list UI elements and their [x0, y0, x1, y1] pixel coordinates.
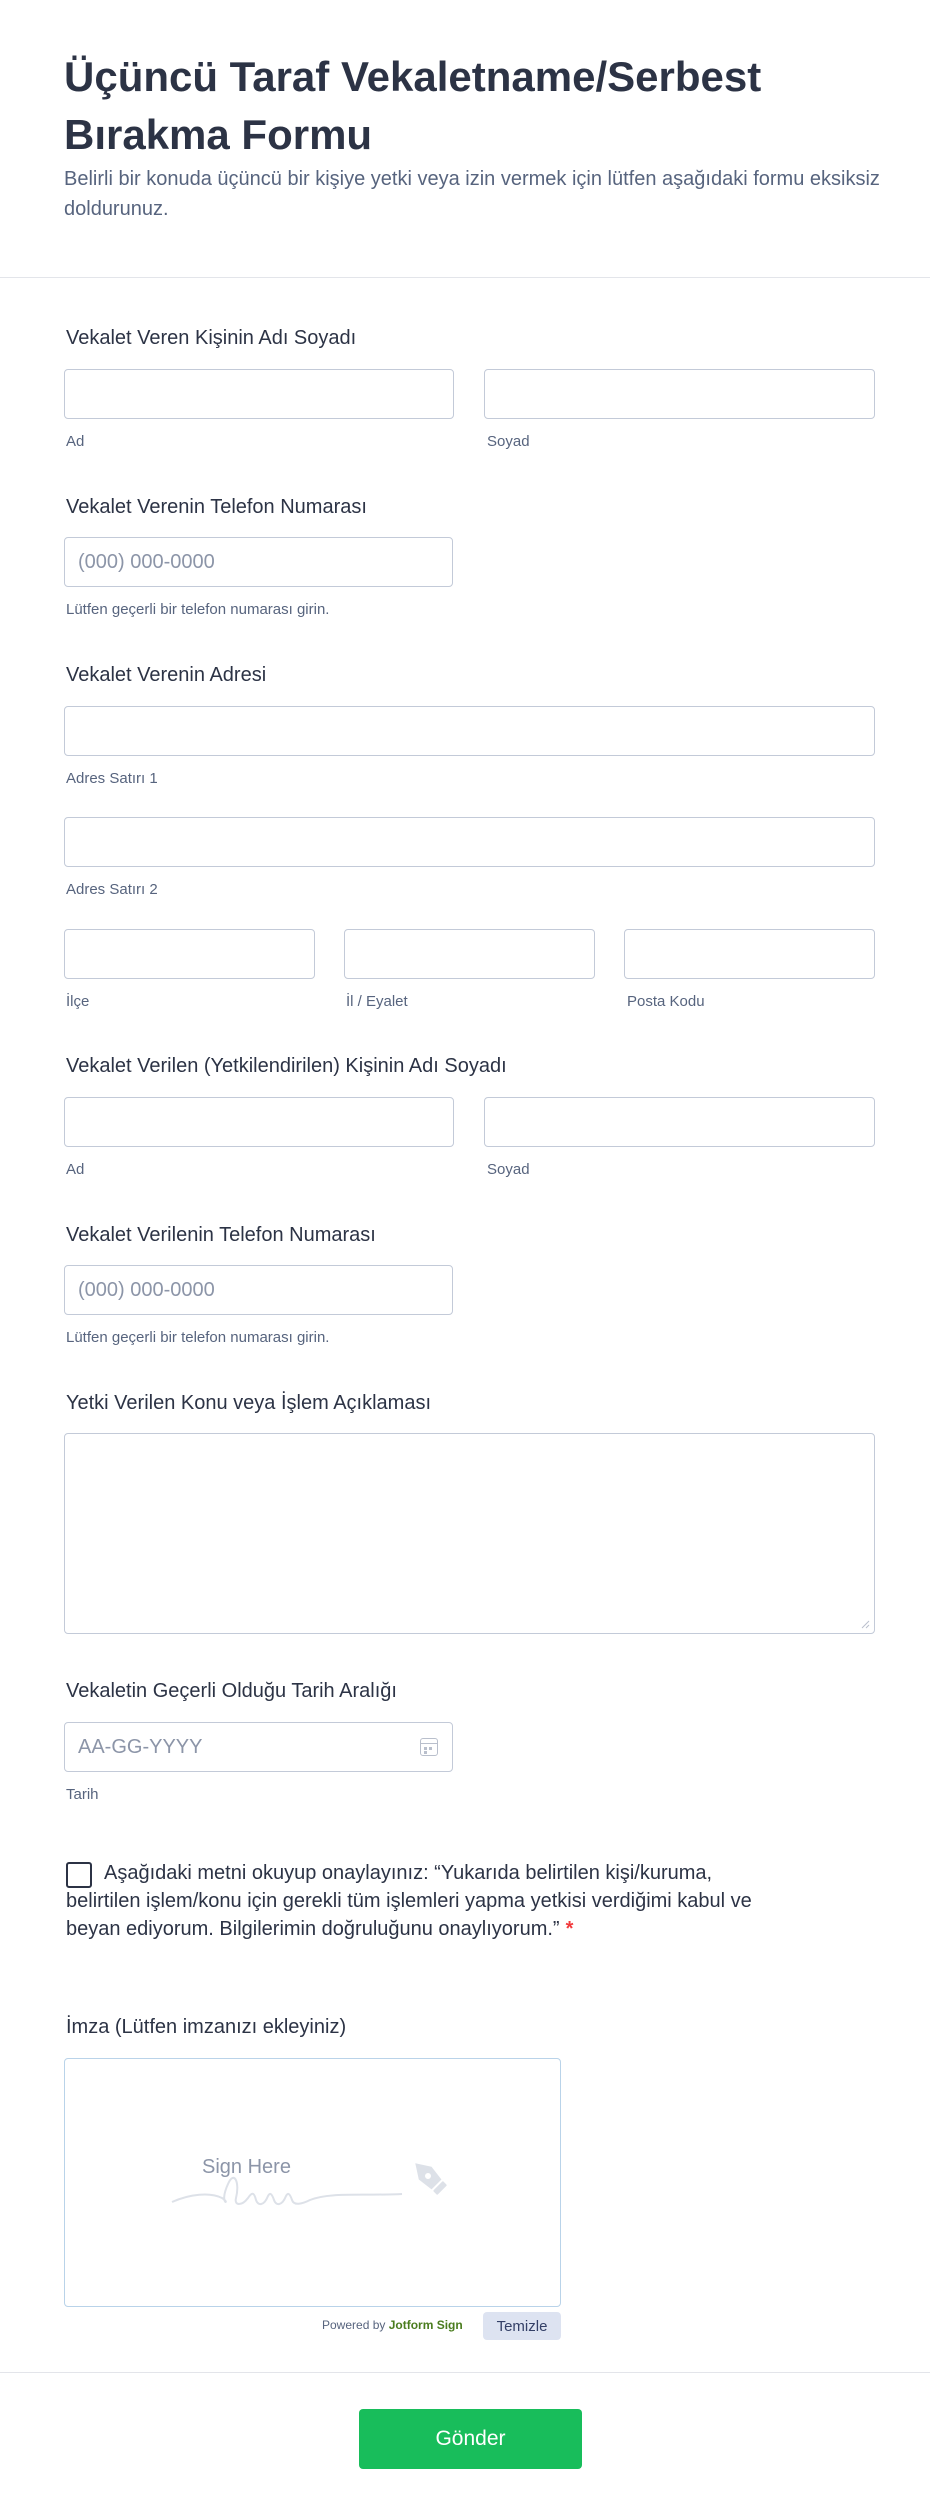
address-line1-input[interactable] [64, 706, 875, 756]
district-input[interactable] [64, 929, 315, 979]
grantee-last-name-sublabel: Soyad [487, 1161, 530, 1178]
description-label: Yetki Verilen Konu veya İşlem Açıklaması [66, 1392, 431, 1414]
grantor-last-name-input[interactable] [484, 369, 875, 419]
calendar-icon[interactable] [420, 1738, 438, 1756]
grantee-first-name-sublabel: Ad [66, 1161, 85, 1178]
district-sublabel: İlçe [66, 993, 90, 1010]
description-textarea[interactable] [64, 1433, 875, 1634]
required-mark: * [565, 1918, 574, 1940]
date-input[interactable] [64, 1722, 453, 1772]
grantee-phone-input[interactable] [64, 1265, 453, 1315]
grantee-name-label: Vekalet Verilen (Yetkilendirilen) Kişinin Adı Soyadı [66, 1055, 507, 1077]
grantor-phone-input[interactable] [64, 537, 453, 587]
postal-code-sublabel: Posta Kodu [627, 993, 705, 1010]
grantor-first-name-sublabel: Ad [66, 433, 85, 450]
clear-signature-button[interactable]: Temizle [483, 2312, 561, 2340]
powered-by-text [322, 2318, 463, 2332]
jotform-sign-link[interactable]: Jotform Sign [388, 2318, 463, 2332]
address-line1-sublabel: Adres Satırı 1 [66, 770, 158, 787]
date-range-label: Vekaletin Geçerli Olduğu Tarih Aralığı [66, 1680, 397, 1702]
grantee-first-name-input[interactable] [64, 1097, 454, 1147]
grantor-address-label: Vekalet Verenin Adresi [66, 664, 267, 686]
form-header [0, 0, 930, 278]
date-sublabel: Tarih [66, 1786, 99, 1803]
resize-handle-icon[interactable] [860, 1619, 870, 1629]
grantor-phone-hint: Lütfen geçerli bir telefon numarası girin. [66, 601, 330, 618]
signature-placeholder: Sign Here [202, 2156, 291, 2178]
address-line2-sublabel: Adres Satırı 2 [66, 881, 158, 898]
powered-by-label: Powered by [322, 2318, 386, 2332]
signature-label: İmza (Lütfen imzanızı ekleyiniz) [66, 2016, 347, 2038]
grantor-first-name-input[interactable] [64, 369, 454, 419]
province-input[interactable] [344, 929, 595, 979]
form-subtitle: Belirli bir konuda üçüncü bir kişiye yetki veya izin vermek için lütfen aşağıdaki formu eksiksiz doldurunuz. [64, 168, 880, 220]
address-line2-input[interactable] [64, 817, 875, 867]
grantee-last-name-input[interactable] [484, 1097, 875, 1147]
grantor-name-label: Vekalet Veren Kişinin Adı Soyadı [66, 327, 357, 349]
consent-statement: Aşağıdaki metni okuyup onaylayınız: “Yukarıda belirtilen kişi/kuruma, belirtilen işlem/konu için gerekli tüm işlemleri yapma yetkisi verdiğimi kabul ve beyan ediyorum. Bilgilerimin doğruluğunu onaylıyorum.” [66, 1862, 752, 1940]
postal-code-input[interactable] [624, 929, 875, 979]
grantor-phone-label: Vekalet Verenin Telefon Numarası [66, 496, 367, 518]
footer-divider [0, 2372, 930, 2373]
grantor-last-name-sublabel: Soyad [487, 433, 530, 450]
consent-text [66, 1859, 776, 1943]
province-sublabel: İl / Eyalet [346, 993, 408, 1010]
submit-button[interactable]: Gönder [359, 2409, 582, 2469]
form-title: Üçüncü Taraf Vekaletname/Serbest Bırakma Formu [64, 53, 762, 158]
grantee-phone-hint: Lütfen geçerli bir telefon numarası girin. [66, 1329, 330, 1346]
grantee-phone-label: Vekalet Verilenin Telefon Numarası [66, 1224, 376, 1246]
consent-checkbox[interactable] [66, 1862, 92, 1888]
